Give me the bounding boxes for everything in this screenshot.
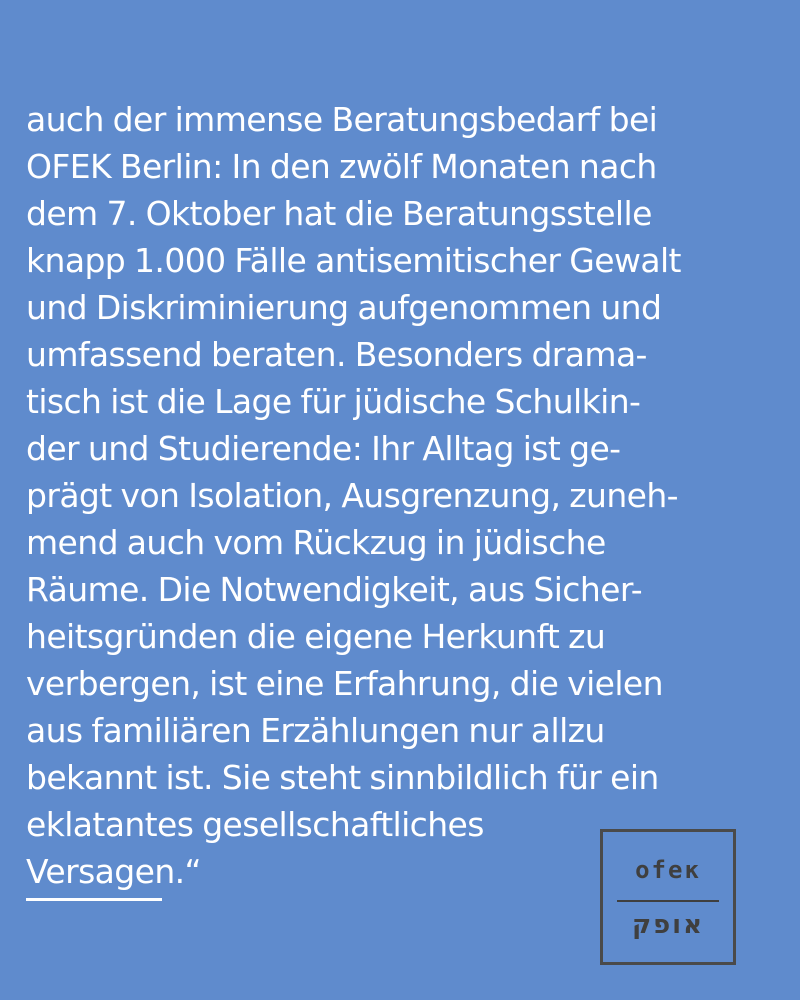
quote-text [26, 96, 786, 895]
ofek-logo [600, 829, 736, 965]
quote-line: knapp 1.000 Fälle antisemitischer Gewalt [26, 241, 681, 280]
quote-line: tisch ist die Lage für jüdische Schulkin- [26, 382, 641, 421]
quote-line: mend auch vom Rückzug in jüdische [26, 523, 606, 562]
logo-hebrew-text: אופק [631, 910, 705, 940]
quote-line: eklatantes gesellschaftliches [26, 805, 484, 844]
quote-line: auch der immense Beratungsbedarf bei [26, 100, 658, 139]
quote-line: verbergen, ist eine Erfahrung, die vielen [26, 664, 663, 703]
quote-line: aus familiären Erzählungen nur allzu [26, 711, 605, 750]
quote-line: bekannt ist. Sie steht sinnbildlich für ein [26, 758, 659, 797]
underline-divider [26, 898, 162, 901]
quote-line: umfassend beraten. Besonders drama- [26, 335, 647, 374]
quote-line: heitsgründen die eigene Herkunft zu [26, 617, 606, 656]
quote-line: Versagen.“ [26, 852, 202, 891]
quote-line: der und Studierende: Ihr Alltag ist ge- [26, 429, 621, 468]
quote-line: dem 7. Oktober hat die Beratungsstelle [26, 194, 652, 233]
quote-line: OFEK Berlin: In den zwölf Monaten nach [26, 147, 657, 186]
logo-divider [617, 900, 719, 902]
quote-line: und Diskriminierung aufgenommen und [26, 288, 662, 327]
logo-latin-text: ofeĸ [635, 856, 701, 884]
quote-line: prägt von Isolation, Ausgrenzung, zuneh- [26, 476, 678, 515]
quote-line: Räume. Die Notwendigkeit, aus Sicher- [26, 570, 643, 609]
